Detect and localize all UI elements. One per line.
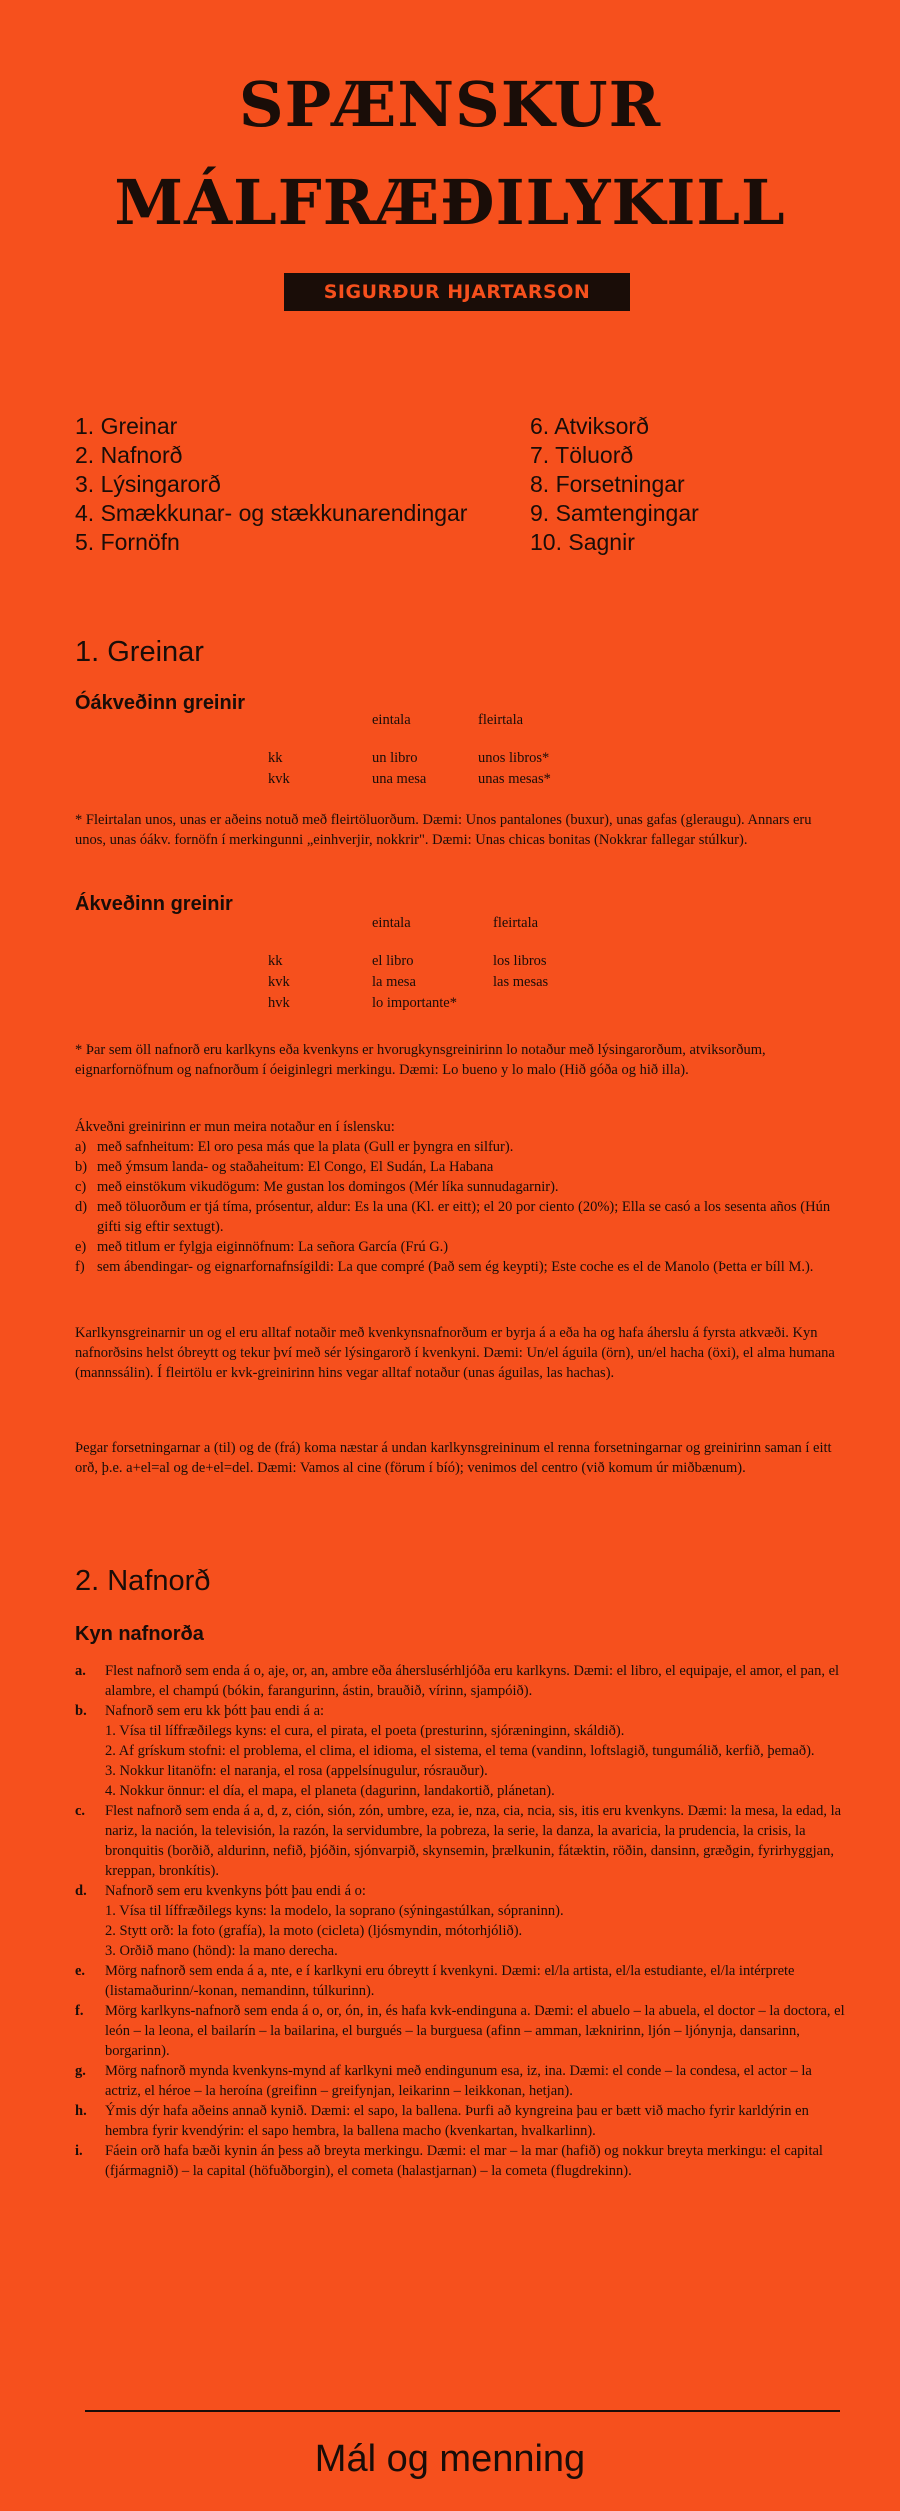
- footer-divider: [85, 2410, 840, 2412]
- sub-item: 1. Vísa til líffræðilegs kyns: la modelo, la soprano (sýningastúlkan, sópraninn).: [105, 1903, 564, 1919]
- title-line-2: MÁLFRÆÐILYKILL: [114, 166, 786, 239]
- plural-cell: unos libros*: [478, 750, 550, 766]
- definite-article-table: [0, 915, 900, 1025]
- gender-cell: kvk: [268, 771, 290, 787]
- list-item: h. Ýmis dýr hafa aðeins annað kynið. Dæmi: el sapo, la ballena. Þurfi að kyngreina þau er bætt við macho fyrir karldýrin en hembra fyrir kvendýrin: el sapo hembra, la ballena macho (kvenkartan, hvalkarlinn).: [75, 2103, 809, 2139]
- col-header-plural: fleirtala: [478, 712, 524, 728]
- list-item: b) með ýmsum landa- og staðaheitum: El Congo, El Sudán, La Habana: [75, 1159, 494, 1175]
- list-item: a) með safnheitum: El oro pesa más que la plata (Gull er þyngra en silfur).: [75, 1139, 514, 1155]
- list-item: a. Flest nafnorð sem enda á o, aje, or, an, ambre eða áherslusérhljóða eru karlkyns. Dæmi: el libro, el equipaje, el amor, el pan, el alambre, el champú (bókin, farangurinn, ástin, brauðið, vírinn, sjampóið).: [75, 1663, 840, 1699]
- section-heading-nafnord: 2. Nafnorð: [75, 1565, 211, 1597]
- toc-item: 4. Smækkunar- og stækkunarendingar: [75, 500, 468, 526]
- author-banner: SIGURÐUR HJARTARSON: [284, 273, 630, 311]
- plural-cell: los libros: [493, 953, 547, 969]
- col-header-plural: fleirtala: [493, 915, 539, 931]
- sub-item: 3. Orðið mano (hönd): la mano derecha.: [105, 1943, 338, 1959]
- indefinite-article-table: [0, 712, 900, 792]
- title-line-1: SPÆNSKUR: [238, 68, 662, 141]
- toc-item: 5. Fornöfn: [75, 529, 180, 555]
- plural-cell: unas mesas*: [478, 771, 551, 787]
- toc-item: 10. Sagnir: [530, 529, 635, 555]
- publisher-name: Mál og menning: [314, 2438, 586, 2480]
- col-header-singular: eintala: [372, 712, 411, 728]
- singular-cell: la mesa: [372, 974, 416, 990]
- singular-cell: un libro: [372, 750, 418, 766]
- list-item: f. Mörg karlkyns-nafnorð sem enda á o, or, ón, in, és hafa kvk-endinguna a. Dæmi: el abuelo – la abuela, el doctor – la doctora, el león – la leona, el bailarín – la bailarina, el burgués – la burguesa (afinn – amman, læknirinn, ljón – ljónynja, dansarinn, borgarinn).: [75, 2003, 845, 2059]
- subheading-noun-gender: Kyn nafnorða: [75, 1623, 204, 1645]
- sub-item: 2. Af grískum stofni: el problema, el clima, el idioma, el sistema, el tema (vandinn, loftslagið, tungumálið, kerfið, þemað).: [105, 1743, 815, 1759]
- sub-item: 4. Nokkur önnur: el día, el mapa, el planeta (dagurinn, landakortið, plánetan).: [105, 1783, 555, 1799]
- list-item: g. Mörg nafnorð mynda kvenkyns-mynd af karlkyni með endingunum esa, iz, ina. Dæmi: el conde – la condesa, el actor – la actriz, el héroe – la heroína (greifinn – greifynjan, leikarinn – leikkonan, hetjan).: [75, 2063, 812, 2099]
- list-item: e) með titlum er fylgja eiginnöfnum: La señora García (Frú G.): [75, 1239, 449, 1255]
- list-item: c. Flest nafnorð sem enda á a, d, z, ción, sión, zón, umbre, eza, ie, nza, cia, ncia, sis, itis eru kvenkyns. Dæmi: la mesa, la edad, la nariz, la nación, la televisión, la razón, la servidumbre, la pobreza, la serie, la danza, la avaricia, la prudencia, la crisis, la bronquitis (borðið, aldurinn, nefið, þjóðin, sjónvarpið, skynsemin, þrælkunin, fátæktin, röðin, dansinn, græðgin, fyrirhyggjan, kreppan, bronkítis).: [75, 1803, 842, 1879]
- article-paragraph-2: Þegar forsetningarnar a (til) og de (frá) koma næstar á undan karlkynsgreininum el renna forsetningarnar og greinirinn saman í eitt orð, þ.e. a+el=al og de+el=del. Dæmi: Vamos al cine (förum í bíó); venimos del centro (við komum úr miðbænum).: [75, 1440, 832, 1476]
- subheading-indefinite: Óákveðinn greinir: [75, 692, 246, 714]
- toc-item: 9. Samtengingar: [530, 500, 699, 526]
- plural-cell: las mesas: [493, 974, 549, 990]
- col-header-singular: eintala: [372, 915, 411, 931]
- singular-cell: una mesa: [372, 771, 427, 787]
- toc-left: [75, 412, 467, 557]
- toc-item: 6. Atviksorð: [530, 413, 649, 439]
- toc-item: 3. Lýsingarorð: [75, 471, 221, 497]
- toc-item: 2. Nafnorð: [75, 442, 183, 468]
- definite-note: * Þar sem öll nafnorð eru karlkyns eða kvenkyns er hvorugkynsgreinirinn lo notaður með lýsingarorðum, atviksorðum, eignarfornöfnum og nafnorðum í óeiginlegri merkingu. Dæmi: Lo bueno y lo malo (Hið góða og hið illa).: [75, 1042, 766, 1078]
- list-item: d) með töluorðum er tjá tíma, prósentur, aldur: Es la una (Kl. er eitt); el 20 por ciento (20%); Ella se casó a los sesenta años (Hún gifti sig eftir sextugt).: [75, 1199, 831, 1235]
- toc-item: 1. Greinar: [75, 413, 178, 439]
- list-item: e. Mörg nafnorð sem enda á a, nte, e í karlkyni eru óbreytt í kvenkyni. Dæmi: el/la artista, el/la estudiante, el/la intérprete (listamaðurinn/-konan, nemandinn, túlkurinn).: [75, 1963, 795, 1999]
- gender-cell: kk: [268, 750, 283, 766]
- list-item: d. Nafnorð sem eru kvenkyns þótt þau endi á o:: [75, 1883, 366, 1899]
- singular-cell: el libro: [372, 953, 414, 969]
- gender-cell: kvk: [268, 974, 290, 990]
- noun-gender-list: [75, 1661, 845, 2181]
- singular-cell: lo importante*: [372, 995, 457, 1011]
- article-usage-list: [75, 1117, 845, 1277]
- article-paragraph-1: Karlkynsgreinarnir un og el eru alltaf notaðir með kvenkynsnafnorðum er byrja á a eða ha og hafa áherslu á fyrsta atkvæði. Kyn nafnorðsins helst óbreytt og tekur því með sér lýsingarorð í kvenkyni. Dæmi: Un/el águila (örn), un/el hacha (öxi), el alma humana (mannssálin). Í fleirtölu er kvk-greinirinn hins vegar alltaf notaður (unas águilas, las hachas).: [75, 1325, 835, 1381]
- list-item: c) með einstökum vikudögum: Me gustan los domingos (Mér líka sunnudagarnir).: [75, 1179, 559, 1195]
- list-item: f) sem ábendingar- og eignarfornafnsígildi: La que compré (Það sem ég keypti); Este coche es el de Manolo (Þetta er bíll M.).: [75, 1259, 814, 1275]
- section-heading-greinar: 1. Greinar: [75, 636, 204, 668]
- list-item: i. Fáein orð hafa bæði kynin án þess að breyta merkingu. Dæmi: el mar – la mar (hafið) og nokkur breyta merkingu: el capital (fjármagnið) – la capital (höfuðborgin), el cometa (halastjarnan) – la cometa (flugdrekinn).: [75, 2143, 823, 2179]
- subheading-definite: Ákveðinn greinir: [75, 893, 233, 915]
- sub-item: 1. Vísa til líffræðilegs kyns: el cura, el pirata, el poeta (presturinn, sjóræninginn, skáldið).: [105, 1723, 625, 1739]
- sub-item: 3. Nokkur litanöfn: el naranja, el rosa (appelsínugulur, rósrauður).: [105, 1763, 488, 1779]
- indefinite-note: * Fleirtalan unos, unas er aðeins notuð með fleirtöluorðum. Dæmi: Unos pantalones (buxur), unas gafas (gleraugu). Annars eru unos, unas óákv. fornöfn í merkingunni „einhverjir, nokkrir". Dæmi: Unas chicas bonitas (Nokkrar fallegar stúlkur).: [75, 812, 812, 848]
- gender-cell: hvk: [268, 995, 290, 1011]
- usage-intro: Ákveðni greinirinn er mun meira notaður en í íslensku:: [75, 1119, 395, 1135]
- toc-item: 8. Forsetningar: [530, 471, 685, 497]
- list-item: b. Nafnorð sem eru kk þótt þau endi á a:: [75, 1703, 325, 1719]
- gender-cell: kk: [268, 953, 283, 969]
- toc-item: 7. Töluorð: [530, 442, 634, 468]
- sub-item: 2. Stytt orð: la foto (grafía), la moto (cicleta) (ljósmyndin, mótorhjólið).: [105, 1923, 523, 1939]
- toc-right: [530, 412, 699, 557]
